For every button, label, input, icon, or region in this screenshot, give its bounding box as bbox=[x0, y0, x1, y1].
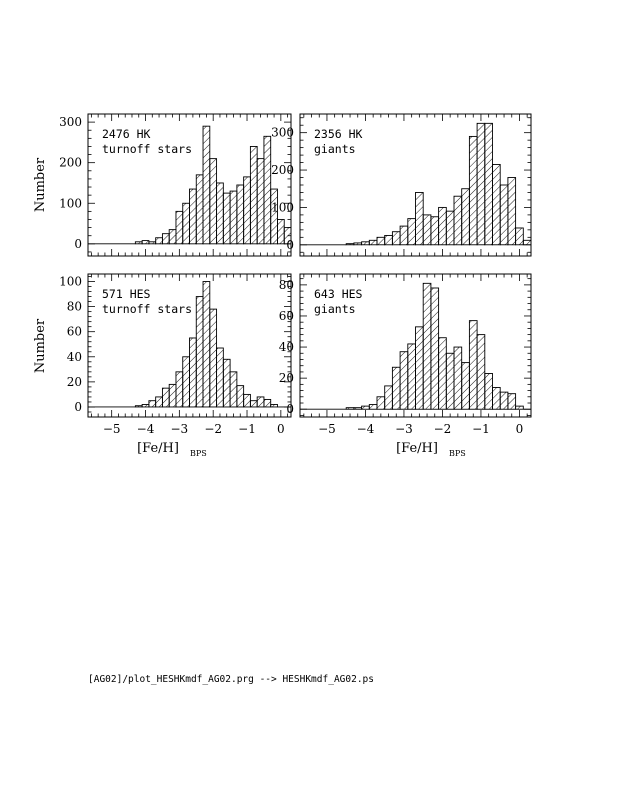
histogram-bar bbox=[271, 404, 278, 407]
histogram-bar bbox=[237, 185, 244, 244]
histogram-bar bbox=[346, 244, 354, 245]
histogram-bar bbox=[196, 297, 203, 407]
panel-annotation: turnoff stars bbox=[102, 302, 193, 316]
panel-hes-giants bbox=[279, 274, 531, 436]
histogram-bar bbox=[516, 406, 524, 409]
x-tick-label: −2 bbox=[433, 422, 452, 436]
histogram-bar bbox=[408, 344, 416, 409]
histogram-bar bbox=[257, 397, 264, 407]
histogram-bar bbox=[162, 234, 169, 244]
y-tick-label: 0 bbox=[286, 402, 294, 417]
y-tick-label: 300 bbox=[271, 125, 294, 140]
histogram-bar bbox=[469, 321, 477, 410]
panel-hk-turnoff bbox=[59, 114, 291, 256]
histogram-bar bbox=[203, 126, 210, 244]
histogram-bar bbox=[416, 327, 424, 409]
histogram-bar bbox=[244, 177, 251, 244]
y-tick-label: 100 bbox=[271, 200, 294, 215]
histogram-bar bbox=[508, 178, 516, 245]
histogram-bar bbox=[516, 228, 524, 245]
y-axis-title-top: Number bbox=[33, 157, 48, 213]
histogram-bar bbox=[183, 203, 190, 244]
x-axis-title-subscript: BPS bbox=[190, 449, 207, 458]
x-axis-title-subscript: BPS bbox=[449, 449, 466, 458]
x-tick-label: −4 bbox=[136, 422, 155, 436]
histogram-bar bbox=[377, 397, 385, 409]
x-tick-label: −5 bbox=[102, 422, 121, 436]
y-tick-label: 20 bbox=[278, 371, 294, 386]
histogram-bar bbox=[203, 282, 210, 407]
histogram-bar bbox=[135, 406, 142, 407]
histogram-bar bbox=[149, 401, 156, 407]
histogram-bar bbox=[454, 347, 462, 409]
histogram-bar bbox=[271, 189, 278, 244]
y-tick-label: 200 bbox=[271, 163, 294, 178]
panel-annotation: 2356 HK bbox=[314, 127, 363, 141]
histogram-bar bbox=[423, 215, 431, 245]
histogram-bar bbox=[439, 207, 447, 244]
histogram-bar bbox=[462, 189, 470, 245]
x-tick-label: −2 bbox=[204, 422, 223, 436]
histogram-bar bbox=[354, 408, 362, 410]
histogram-bar bbox=[346, 408, 354, 410]
histogram-bar bbox=[500, 392, 508, 409]
histogram-bar bbox=[362, 242, 370, 245]
x-axis-title-right bbox=[396, 441, 466, 458]
histogram-bar bbox=[190, 189, 197, 244]
histogram-bar bbox=[493, 387, 501, 409]
y-tick-label: 60 bbox=[66, 324, 82, 339]
histogram-bar bbox=[477, 335, 485, 410]
panel-annotation: turnoff stars bbox=[102, 142, 193, 156]
histogram-bar bbox=[469, 136, 477, 244]
histogram-bar bbox=[392, 367, 400, 409]
panel-annotation: giants bbox=[314, 302, 356, 316]
histogram-bar bbox=[162, 388, 169, 407]
histogram-bar bbox=[230, 372, 237, 407]
histogram-bar bbox=[454, 196, 462, 245]
histogram-bar bbox=[156, 238, 163, 244]
histogram-bar bbox=[217, 183, 224, 244]
y-tick-label: 100 bbox=[59, 274, 82, 289]
y-tick-label: 80 bbox=[66, 299, 82, 314]
histogram-bar bbox=[485, 123, 493, 244]
footer-caption: [AG02]/plot_HESHKmdf_AG02.prg --> HESHKmdf_AG02.ps bbox=[88, 674, 374, 685]
histogram-bar bbox=[210, 159, 217, 244]
histogram-bar bbox=[369, 405, 377, 410]
x-tick-label: −1 bbox=[238, 422, 256, 436]
histogram-bar bbox=[183, 357, 190, 407]
y-tick-label: 200 bbox=[59, 155, 82, 170]
y-tick-label: 60 bbox=[278, 308, 294, 323]
histogram-bar bbox=[400, 226, 408, 245]
panel-hes-turnoff bbox=[59, 274, 291, 436]
y-tick-label: 40 bbox=[278, 340, 294, 355]
histogram-bar bbox=[354, 243, 362, 245]
y-tick-label: 0 bbox=[286, 237, 294, 252]
histogram-bar bbox=[523, 240, 531, 244]
y-tick-label: 80 bbox=[278, 277, 294, 292]
histogram-bar bbox=[217, 348, 224, 407]
histogram-bar bbox=[439, 338, 447, 410]
histogram-bar bbox=[250, 146, 257, 243]
panel-hk-giants bbox=[271, 114, 531, 256]
y-axis-title-bottom: Number bbox=[33, 318, 48, 374]
histogram-bar bbox=[462, 363, 470, 410]
histogram-bar bbox=[493, 164, 501, 244]
histogram-bar bbox=[446, 211, 454, 245]
histogram-bar bbox=[377, 237, 385, 244]
histogram-bar bbox=[230, 191, 237, 244]
histogram-bar bbox=[176, 211, 183, 243]
histogram-bar bbox=[485, 373, 493, 409]
histogram-bar bbox=[244, 394, 251, 407]
histogram-bar bbox=[385, 386, 393, 409]
x-tick-label: 0 bbox=[515, 422, 524, 436]
histogram-bar bbox=[264, 399, 271, 407]
histogram-bar bbox=[392, 232, 400, 245]
histogram-bar bbox=[431, 217, 439, 245]
histogram-bar bbox=[277, 219, 284, 243]
histogram-bar bbox=[257, 159, 264, 244]
histogram-bar bbox=[169, 230, 176, 244]
histogram-bar bbox=[142, 241, 149, 244]
histogram-bar bbox=[416, 192, 424, 244]
panel-annotation: 571 HES bbox=[102, 287, 151, 301]
histogram-bar bbox=[423, 283, 431, 409]
histogram-bar bbox=[264, 136, 271, 244]
histogram-bar bbox=[477, 123, 485, 244]
x-axis-title-left bbox=[137, 441, 207, 458]
histogram-bar bbox=[385, 235, 393, 244]
y-tick-label: 40 bbox=[66, 349, 82, 364]
histogram-bar bbox=[135, 242, 142, 244]
histogram-bar bbox=[223, 359, 230, 407]
histogram-bar bbox=[400, 352, 408, 410]
histogram-bar bbox=[156, 397, 163, 407]
histogram-bar bbox=[362, 406, 370, 409]
y-tick-label: 20 bbox=[66, 374, 82, 389]
y-tick-label: 100 bbox=[59, 196, 82, 211]
histogram-bar bbox=[169, 384, 176, 407]
panel-annotation: giants bbox=[314, 142, 356, 156]
x-tick-label: −5 bbox=[318, 422, 336, 436]
histogram-bar bbox=[431, 288, 439, 409]
histogram-bar bbox=[149, 242, 156, 244]
histogram-bar bbox=[250, 401, 257, 407]
histogram-bar bbox=[176, 372, 183, 407]
x-tick-label: −3 bbox=[395, 422, 413, 436]
histogram-bar bbox=[210, 309, 217, 407]
histogram-bar bbox=[142, 404, 149, 407]
panel-annotation: 2476 HK bbox=[102, 127, 151, 141]
y-tick-label: 300 bbox=[59, 115, 82, 130]
histogram-bar bbox=[190, 338, 197, 407]
x-tick-label: 0 bbox=[277, 422, 285, 436]
x-axis-title-main: [Fe/H] bbox=[396, 441, 438, 456]
histogram-bar bbox=[223, 193, 230, 244]
histogram-bar bbox=[237, 386, 244, 407]
x-tick-label: −1 bbox=[472, 422, 490, 436]
panel-annotation: 643 HES bbox=[314, 287, 363, 301]
histogram-bar bbox=[369, 240, 377, 244]
y-tick-label: 0 bbox=[74, 236, 82, 251]
x-tick-label: −3 bbox=[170, 422, 189, 436]
x-axis-title-main: [Fe/H] bbox=[137, 441, 179, 456]
histogram-bar bbox=[196, 175, 203, 244]
histogram-bar bbox=[446, 353, 454, 409]
y-tick-label: 0 bbox=[74, 399, 82, 414]
histogram-bar bbox=[500, 185, 508, 245]
x-tick-label: −4 bbox=[356, 422, 375, 436]
histogram-bar bbox=[408, 219, 416, 245]
histogram-bar bbox=[508, 394, 516, 410]
